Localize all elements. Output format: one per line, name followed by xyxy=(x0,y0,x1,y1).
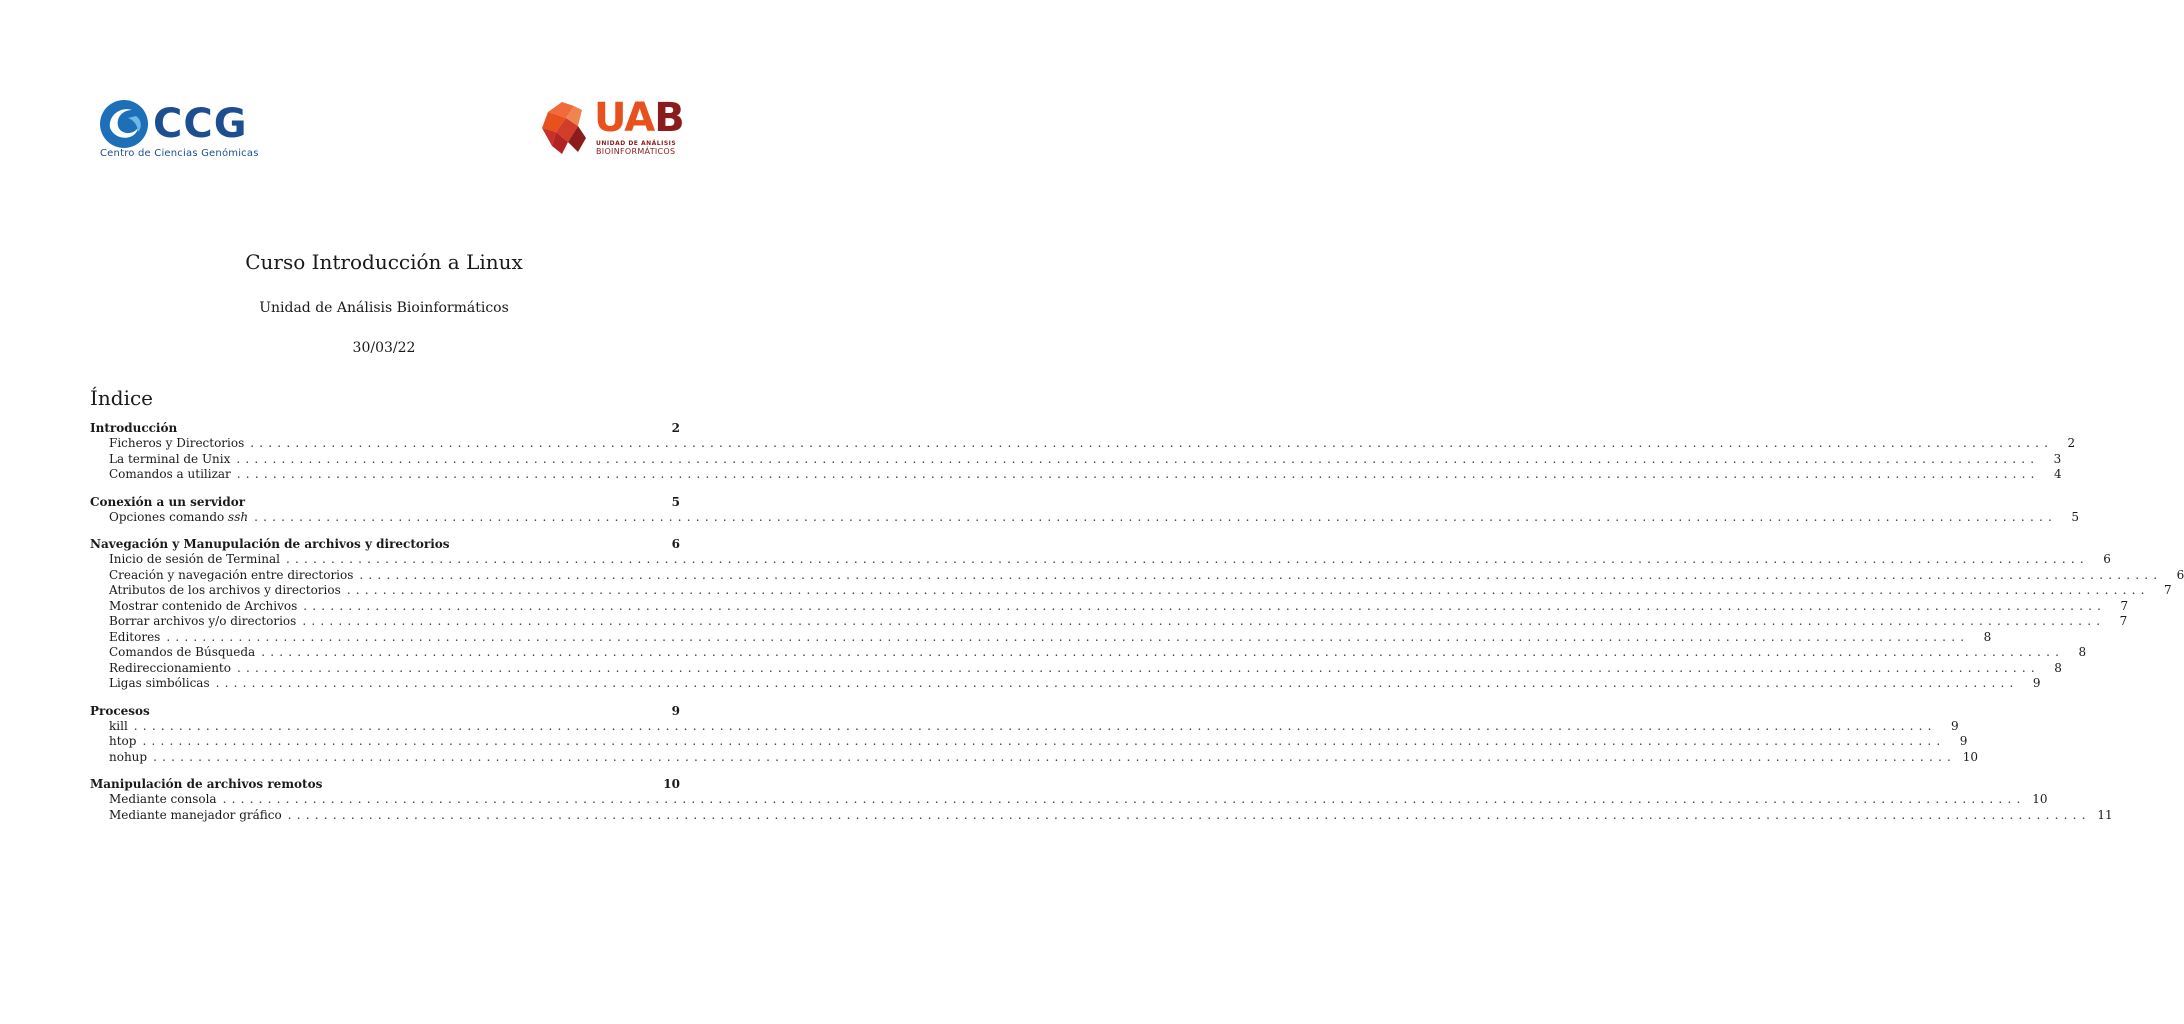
toc-item-page: 6 xyxy=(2176,567,2184,582)
toc-item-label: Comandos a utilizar xyxy=(109,467,231,481)
toc-item-label: nohup xyxy=(109,749,148,764)
toc-item[interactable] xyxy=(90,807,2113,824)
document-title: Curso Introducción a Linux xyxy=(245,250,523,274)
toc-section-page: 6 xyxy=(671,537,680,551)
ccg-logo xyxy=(98,98,268,164)
toc-item-label: kill xyxy=(109,718,128,733)
toc-leader-dots: ........................................................................................................................................................................................................ xyxy=(166,629,1970,644)
uab-subtitle-1: UNIDAD DE ANÁLISIS xyxy=(596,140,677,147)
uab-logo xyxy=(538,96,688,162)
toc-leader-dots: ........................................................................................................................................................................................................ xyxy=(142,734,1946,748)
toc-item-label: Editores xyxy=(109,629,161,644)
toc-section xyxy=(90,536,2184,692)
toc-item-label: Opciones comando ssh xyxy=(109,509,249,524)
ccg-wordmark: CCG xyxy=(153,101,248,147)
toc-item-page: 8 xyxy=(2078,645,2087,659)
toc-leader-dots: ........................................................................................................................................................................................................ xyxy=(346,583,2150,597)
toc-item[interactable] xyxy=(90,451,2062,468)
toc-section xyxy=(90,776,2113,823)
toc-item-page: 6 xyxy=(2103,552,2111,566)
toc-item[interactable] xyxy=(90,676,2041,692)
uab-wordmark-ua: UA xyxy=(594,95,655,141)
toc-section-page: 10 xyxy=(663,777,680,791)
toc-leader-dots: ........................................................................................................................................................................................................ xyxy=(236,660,2040,675)
toc-item[interactable] xyxy=(90,467,2062,483)
toc-item-page: 8 xyxy=(2054,660,2062,675)
toc-leader-dots: ........................................................................................................................................................................................................ xyxy=(261,645,2065,659)
toc-section-title: Introducción xyxy=(90,421,178,435)
toc-item[interactable] xyxy=(90,567,2184,584)
toc-item[interactable] xyxy=(90,552,2111,568)
toc-section xyxy=(90,494,2079,526)
toc-leader-dots: ........................................................................................................................................................................................................ xyxy=(303,598,2107,613)
toc-leader-dots: ........................................................................................................................................................................................................ xyxy=(287,807,2091,822)
toc-leader-dots: ........................................................................................................................................................................................................ xyxy=(236,467,2040,481)
toc-item[interactable] xyxy=(90,749,1978,766)
toc-section-title: Procesos xyxy=(90,703,150,718)
uab-subtitle-2: BIOINFORMÁTICOS xyxy=(596,147,676,156)
toc-section xyxy=(90,703,1978,766)
toc-leader-dots: ........................................................................................................................................................................................................ xyxy=(153,749,1956,764)
toc-item-page: 9 xyxy=(1959,734,1968,748)
toc-leader-dots: ........................................................................................................................................................................................................ xyxy=(302,614,2106,628)
toc-item-page: 4 xyxy=(2054,467,2062,481)
toc-item-label: Redireccionamiento xyxy=(109,660,231,675)
toc-leader-dots: ........................................................................................................................................................................................................ xyxy=(222,792,2026,806)
toc-item-page: 7 xyxy=(2119,614,2128,628)
toc-item-page: 11 xyxy=(2097,807,2113,822)
toc-item[interactable] xyxy=(90,792,2048,808)
toc-item-label: Mostrar contenido de Archivos xyxy=(109,598,298,613)
toc-section-title: Navegación y Manupulación de archivos y directorios xyxy=(90,537,450,551)
toc-leader-dots: ........................................................................................................................................................................................................ xyxy=(250,436,2054,450)
document-subtitle: Unidad de Análisis Bioinformáticos xyxy=(259,300,509,316)
toc-item-page: 9 xyxy=(2032,676,2041,690)
document-date: 30/03/22 xyxy=(352,340,416,356)
toc-leader-dots: ........................................................................................................................................................................................................ xyxy=(359,567,2163,582)
toc-item-label: Ficheros y Directorios xyxy=(109,436,245,450)
toc-item[interactable] xyxy=(90,734,1968,750)
toc-item-page: 5 xyxy=(2071,509,2079,524)
toc-leader-dots: ........................................................................................................................................................................................................ xyxy=(236,451,2040,466)
uab-wordmark-b: B xyxy=(654,95,684,141)
toc-heading: Índice xyxy=(90,386,154,410)
ccg-subtitle: Centro de Ciencias Genómicas xyxy=(100,148,259,159)
toc-section xyxy=(90,420,2076,483)
toc-item-label: La terminal de Unix xyxy=(109,451,231,466)
table-of-contents xyxy=(90,420,2184,834)
toc-item-page: 8 xyxy=(1983,629,1992,644)
toc-item[interactable] xyxy=(90,660,2062,677)
toc-section-page: 5 xyxy=(671,494,680,509)
toc-item-page: 7 xyxy=(2120,598,2129,613)
toc-item-label: Borrar archivos y/o directorios xyxy=(109,614,297,628)
toc-item[interactable] xyxy=(90,583,2172,599)
toc-item-page: 7 xyxy=(2164,583,2172,597)
toc-item[interactable] xyxy=(90,718,1959,735)
toc-item-label-italic: ssh xyxy=(228,509,249,524)
toc-item-label: Creación y navegación entre directorios xyxy=(109,567,354,582)
toc-section-page: 2 xyxy=(671,421,680,435)
toc-section-title: Manipulación de archivos remotos xyxy=(90,777,323,791)
toc-item[interactable] xyxy=(90,598,2129,615)
uab-wordmark xyxy=(594,96,684,140)
toc-item-page: 2 xyxy=(2067,436,2076,450)
toc-section-entry[interactable] xyxy=(90,420,680,436)
toc-item-label: Atributos de los archivos y directorios xyxy=(109,583,341,597)
toc-section-entry[interactable] xyxy=(90,536,680,552)
toc-leader-dots: ........................................................................................................................................................................................................ xyxy=(215,676,2019,690)
toc-section-title: Conexión a un servidor xyxy=(90,494,246,509)
uab-polygon-animal-icon xyxy=(538,98,600,160)
toc-item[interactable] xyxy=(90,509,2079,526)
toc-item-label: htop xyxy=(109,734,137,748)
toc-item-label: Mediante consola xyxy=(109,792,217,806)
toc-item-label: Inicio de sesión de Terminal xyxy=(109,552,280,566)
toc-item-page: 9 xyxy=(1951,718,1959,733)
toc-item[interactable] xyxy=(90,645,2087,661)
toc-item-page: 10 xyxy=(2032,792,2048,806)
toc-leader-dots: ........................................................................................................................................................................................................ xyxy=(285,552,2089,566)
toc-item[interactable] xyxy=(90,436,2076,452)
toc-item-page: 3 xyxy=(2053,451,2062,466)
ccg-swirl-icon xyxy=(98,98,150,150)
toc-section-entry[interactable] xyxy=(90,703,680,719)
toc-section-entry[interactable] xyxy=(90,494,680,510)
toc-section-entry[interactable] xyxy=(90,776,680,792)
toc-leader-dots: ........................................................................................................................................................................................................ xyxy=(133,718,1937,733)
toc-item-label: Comandos de Búsqueda xyxy=(109,645,256,659)
toc-item-page: 10 xyxy=(1962,749,1978,764)
toc-item-label: Ligas simbólicas xyxy=(109,676,210,690)
toc-leader-dots: ........................................................................................................................................................................................................ xyxy=(254,509,2057,524)
toc-item[interactable] xyxy=(90,629,1992,646)
toc-item[interactable] xyxy=(90,614,2128,630)
toc-section-page: 9 xyxy=(671,703,680,718)
toc-item-label: Mediante manejador gráfico xyxy=(109,807,282,822)
